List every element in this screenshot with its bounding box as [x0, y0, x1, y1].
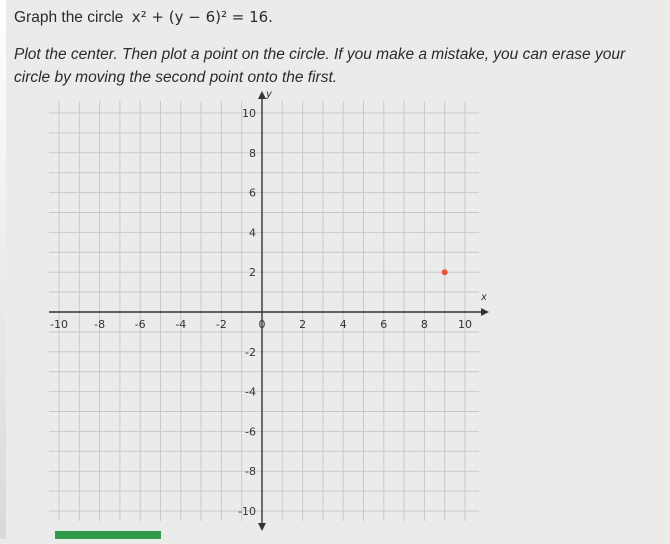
x-tick-label: 6 — [380, 318, 388, 331]
x-tick-label: 4 — [339, 318, 347, 331]
y-tick-label: -4 — [245, 385, 256, 399]
x-tick-label: 10 — [458, 318, 472, 331]
y-tick-label: 6 — [249, 186, 256, 200]
x-tick-label: 8 — [420, 318, 428, 331]
x-axis-arrow-right-icon — [481, 308, 489, 316]
x-tick-label: -2 — [215, 318, 227, 331]
y-tick-label: 2 — [249, 266, 256, 280]
y-tick-label: -10 — [238, 505, 256, 518]
x-tick-label: -6 — [134, 318, 146, 331]
x-tick-label: -8 — [94, 318, 106, 331]
question-prefix: Graph the circle — [14, 9, 124, 26]
y-axis-label: y — [266, 89, 272, 100]
circle-equation: x² + (y − 6)² = 16. — [131, 8, 273, 26]
y-axis-arrow-down-icon — [258, 523, 266, 531]
x-tick-label: -4 — [175, 318, 187, 331]
y-tick-label: -8 — [245, 465, 256, 479]
y-tick-label: 10 — [242, 107, 256, 120]
x-tick-label: 2 — [299, 318, 307, 331]
y-axis-arrow-up-icon — [258, 91, 266, 99]
y-tick-label: -2 — [245, 345, 256, 359]
y-tick-label: 4 — [249, 226, 256, 240]
x-tick-label: -10 — [50, 318, 68, 331]
x-axis-label: x — [481, 292, 487, 303]
x-tick-label: 0 — [258, 318, 266, 331]
y-tick-label: 8 — [249, 146, 256, 160]
submit-tab[interactable] — [55, 531, 161, 539]
instruction-text: Plot the center. Then plot a point on the circle. If you make a mistake, you can erase your circle by moving the second point onto the first. — [14, 46, 626, 86]
y-tick-label: -6 — [245, 425, 256, 439]
plotted-point[interactable] — [442, 269, 448, 275]
